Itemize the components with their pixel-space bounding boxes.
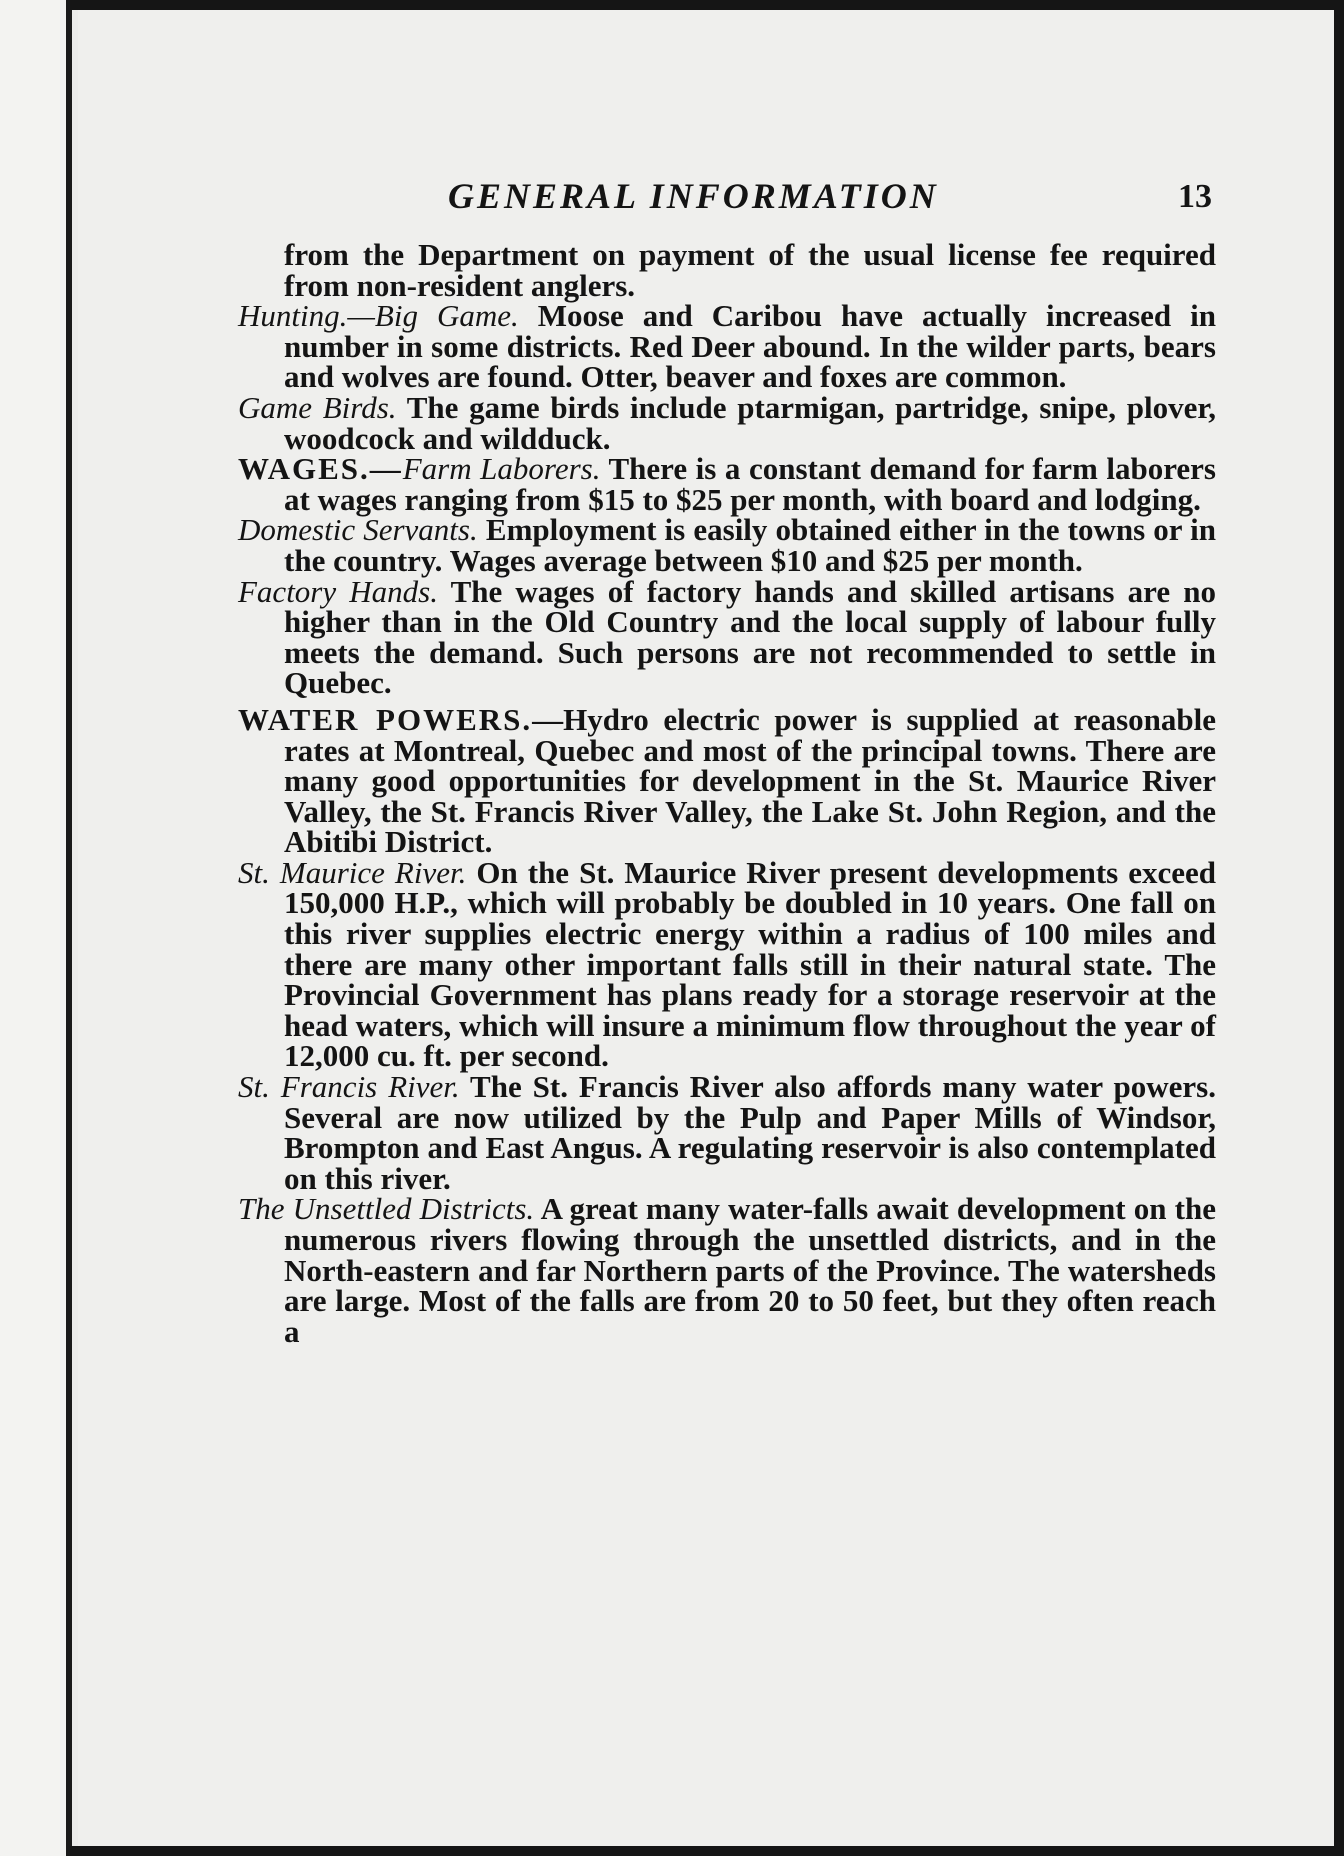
- book-page: [78, 10, 1334, 1846]
- paragraph-st-francis-river: [238, 1069, 1216, 1196]
- paragraph-lead: Hunting.—Big Game.: [238, 298, 519, 334]
- paragraph-lead: St. Maurice River.: [238, 854, 467, 890]
- paragraph-lead: St. Francis River.: [238, 1069, 460, 1105]
- paragraph-lead: Game Birds.: [238, 389, 397, 425]
- section-heading: WATER POWERS.: [238, 701, 533, 737]
- paragraph-game-birds: [238, 389, 1216, 456]
- body-text: [238, 237, 1216, 1349]
- paragraph-lead: Domestic Servants.: [238, 512, 478, 548]
- scan-top-border: [70, 0, 1344, 10]
- paragraph-text: A great many water-falls await development on the numerous rivers flowing through the unsettled districts, and in the North-eastern and far Northern parts of the Province. The watersheds are large. Most of the falls are from 20 to 50 feet, but they often reach a: [284, 1191, 1216, 1349]
- paragraph-text: The game birds include ptarmigan, partridge, snipe, plover, woodcock and wildduck.: [284, 389, 1216, 456]
- paragraph-st-maurice-river: [238, 854, 1216, 1074]
- paragraph-text: from the Department on payment of the usual license fee required from non-resident anglers.: [284, 237, 1216, 303]
- paragraph-wages: [238, 451, 1216, 517]
- paragraph-domestic-servants: [238, 512, 1216, 578]
- paragraph-hunting: [238, 298, 1216, 395]
- paragraph-water-powers: [238, 701, 1216, 860]
- scan-right-border: [1334, 0, 1344, 1856]
- paragraph-text: Employment is easily obtained either in the towns or in the country. Wages average between $10 and $25 per month.: [284, 512, 1216, 578]
- adjacent-page-edge: [0, 0, 72, 1856]
- scan-bottom-border: [70, 1846, 1344, 1856]
- paragraph-lead: Factory Hands.: [238, 573, 438, 609]
- paragraph-text: —Hydro electric power is supplied at reasonable rates at Montreal, Quebec and most of the principal towns. There are many good opportunities for development in the St. Maurice River Valley, the St. Francis River Valley, the Lake St. John Region, and the Abitibi District.: [284, 701, 1216, 860]
- paragraph-unsettled-districts: [238, 1191, 1216, 1349]
- paragraph-continued: [238, 237, 1216, 303]
- paragraph-text: On the St. Maurice River present developments exceed 150,000 H.P., which will probably be doubled in 10 years. One fall on this river supplies electric energy within a radius of 100 miles and there are many other important falls still in their natural state. The Provincial Government has plans ready for a storage reservoir at the head waters, which will insure a minimum flow throughout the year of 12,000 cu. ft. per second.: [284, 854, 1216, 1074]
- paragraph-text: Moose and Caribou have actually increased in number in some districts. Red Deer abound. In the wilder parts, bears and wolves are found. Otter, beaver and foxes are common.: [284, 298, 1216, 395]
- paragraph-text: The St. Francis River also affords many water powers. Several are now utilized by the Pulp and Paper Mills of Windsor, Brompton and East Angus. A regulating reservoir is also contemplated on this river.: [284, 1069, 1216, 1196]
- paragraph-lead: The Unsettled Districts.: [238, 1191, 535, 1227]
- page-number: 13: [1178, 178, 1212, 215]
- section-heading: WAGES.—: [238, 451, 403, 487]
- running-title: GENERAL INFORMATION: [448, 176, 939, 216]
- paragraph-text: The wages of factory hands and skilled artisans are no higher than in the Old Country and the local supply of labour fully meets the demand. Such persons are not recommended to settle in Quebec.: [284, 573, 1216, 701]
- paragraph-factory-hands: [238, 573, 1216, 701]
- paragraph-text: There is a constant demand for farm laborers at wages ranging from $15 to $25 per month, with board and lodging.: [284, 451, 1216, 517]
- paragraph-lead: Farm Laborers.: [402, 451, 601, 487]
